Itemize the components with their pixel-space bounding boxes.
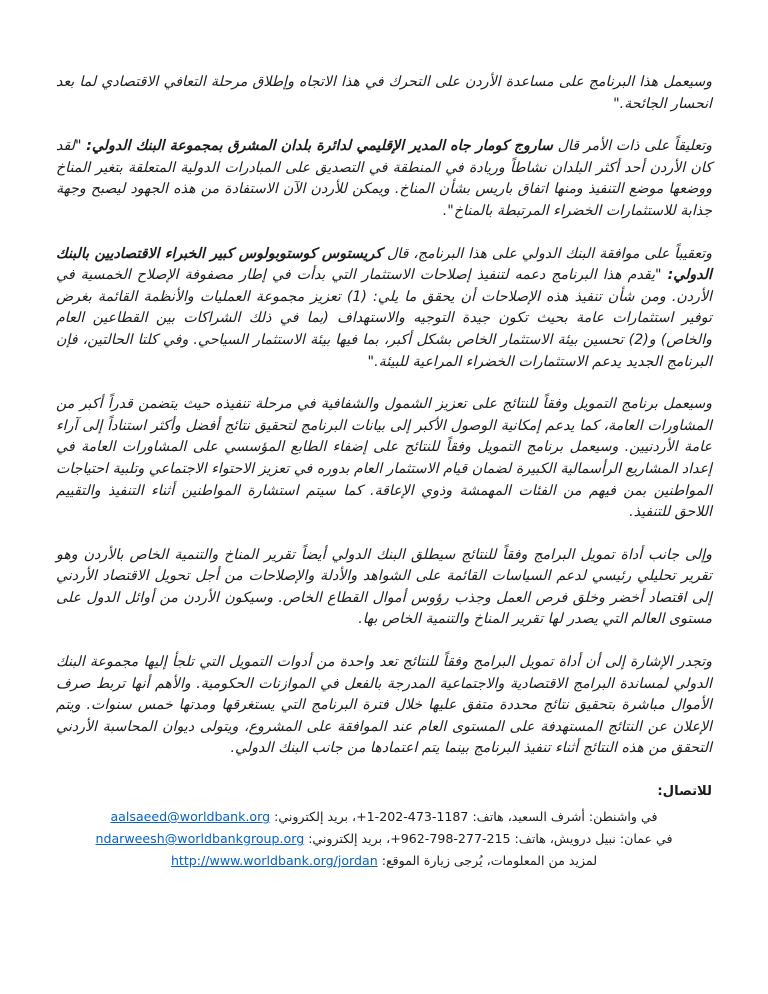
contact-text: في واشنطن: أشرف السعيد، هاتف: [468, 809, 658, 825]
contact-text: ، بريد إلكتروني: [304, 831, 391, 847]
contact-line-amman [56, 828, 712, 850]
phone-number-washington: +1-202-473-1187 [356, 809, 469, 825]
quote-text: "لقد كان الأردن أحد أكثر البلدان نشاطاً وريادة في المنطقة في التصديق على المبادرات الدولية المتعلقة بتغير المناخ ووضعها موضع التنفيذ ومنها اتفاق باريس بشأن المناخ. ويمكن للأردن الآن الاستفادة من هذه الجهود ليصبح وجهة جذابة للاستثمارات الخضراء المرتبطة بالمناخ". [56, 138, 712, 219]
text-run: وإلى جانب أداة تمويل البرامج وفقاً للنتائج سيطلق البنك الدولي أيضاً تقرير المناخ والتنمية الخاص بالأردن وهو تقرير تحليلي رئيسي لدعم السياسات القائمة على الشواهد والأدلة والإصلاحات من أجل تحويل الاقتصاد الأردني إلى اقتصاد أخضر وخلق فرص العمل وجذب رؤوس أموال القطاع الخاص. وسيكون الأردن من أوائل الدول على مستوى العالم التي يصدر لها تقرير المناخ والتنمية الخاص بها. [56, 546, 712, 628]
speaker-name-jha: ساروج كومار جاه المدير الإقليمي لدائرة بلدان المشرق بمجموعة البنك الدولي: [86, 138, 553, 155]
paragraph-pforr-explainer [56, 652, 712, 760]
quote-text: "يقدم هذا البرنامج دعمه لتنفيذ إصلاحات الاستثمار التي بدأت في إطار مصفوفة الإصلاح الخمسية في الأردن. ومن شأن تنفيذ هذه الإصلاحات أن يحقق ما يلي: (1) تعزيز مجموعة العمليات والأنظمة القائمة بغرض توفير استثمارات عامة بحيث تكون جيدة التوجيه والاستهداف (بما في ذلك الشراكات بين القطاعين العام والخاص) و(2) تحسين بيئة الاستثمار الخاص بشكل أكبر، بما فيها بيئة الاستثمار السياحي. وفي كلتا الحالتين، فإن البرنامج الجديد يدعم الاستثمارات الخضراء المراعية للبيئة." [56, 267, 712, 370]
text-run: وتجدر الإشارة إلى أن أداة تمويل البرامج وفقاً للنتائج تعد واحدة من أدوات التمويل التي تلجأ إليها مجموعة البنك الدولي لمساندة البرامج الاقتصادية والاجتماعية المدرجة بالفعل في الموازنات الحكومية. والأهم أنها تربط صرف الأموال مباشرة بتحقيق نتائج محددة متفق عليها خلال فترة البرنامج التي يستغرقها ومدتها خمس سنوات. ويتم الإعلان عن النتائج المستهدفة على المستوى العام عند الموافقة على المشروع، ويتولى ديوان المحاسبة الأردني التحقق من هذه النتائج أثناء تنفيذ البرنامج بينما يتم اعتمادها من جانب البنك الدولي. [56, 654, 712, 757]
text-run: وسيعمل هذا البرنامج على مساعدة الأردن على التحرك في هذا الاتجاه وإطلاق مرحلة التعافي الاقتصادي لما بعد انحسار الجائحة." [56, 74, 712, 112]
speaker-name-kostopoulos: كريستوس كوستوبولوس كبير الخبراء الاقتصاديين بالبنك الدولي: [56, 245, 712, 284]
text-run: وسيعمل برنامج التمويل وفقاً للنتائج على تعزيز الشمول والشفافية في مرحلة تنفيذه حيث يتضمن قدراً أكبر من المشاورات العامة، كما يدعم إمكانية الوصول الأكبر إلى بيانات البرنامج لتحقيق نتائج أفضل وأكثر استناداً إلى آراء عامة الأردنيين. وسيعمل برنامج التمويل وفقاً للنتائج على إضفاء الطابع المؤسسي على المشاورات العامة في إعداد المشاريع الرأسمالية الكبيرة لضمان قيام الاستثمار العام بدوره في تعزيز الاحتواء الاجتماعي وتلبية احتياجات المواطنين بمن فيهم من الفئات المهمشة وذوي الإعاقة. كما سيتم استشارة المواطنين أثناء التنفيذ والتقييم اللاحق للتنفيذ. [56, 396, 712, 521]
document-body [56, 72, 712, 760]
contact-line-washington [56, 806, 712, 828]
contact-text: لمزيد من المعلومات، يُرجى زيارة الموقع: [377, 853, 598, 869]
paragraph-climate-report [56, 545, 712, 631]
email-link-amman[interactable]: ndarweesh@worldbankgroup.org [95, 831, 305, 847]
website-link[interactable]: http://www.worldbank.org/jordan [170, 853, 378, 869]
paragraph-jha-statement [56, 136, 712, 222]
contact-line-website [56, 850, 712, 872]
paragraph-quote-continuation [56, 72, 712, 115]
contact-heading: للاتصال: [657, 784, 712, 800]
contact-text: في عمان: نبيل درويش، هاتف: [510, 831, 673, 847]
contact-section [56, 781, 712, 872]
text-run: وتعليقاً على ذات الأمر قال [552, 138, 713, 155]
contact-text: ، بريد إلكتروني: [270, 809, 357, 825]
email-link-washington[interactable]: aalsaeed@worldbank.org [110, 809, 271, 825]
paragraph-inclusion-transparency [56, 394, 712, 524]
paragraph-kostopoulos-statement [56, 244, 712, 374]
text-run: وتعقيباً على موافقة البنك الدولي على هذا البرنامج، قال [382, 245, 713, 262]
phone-number-amman: +962-798-277-215 [390, 831, 511, 847]
